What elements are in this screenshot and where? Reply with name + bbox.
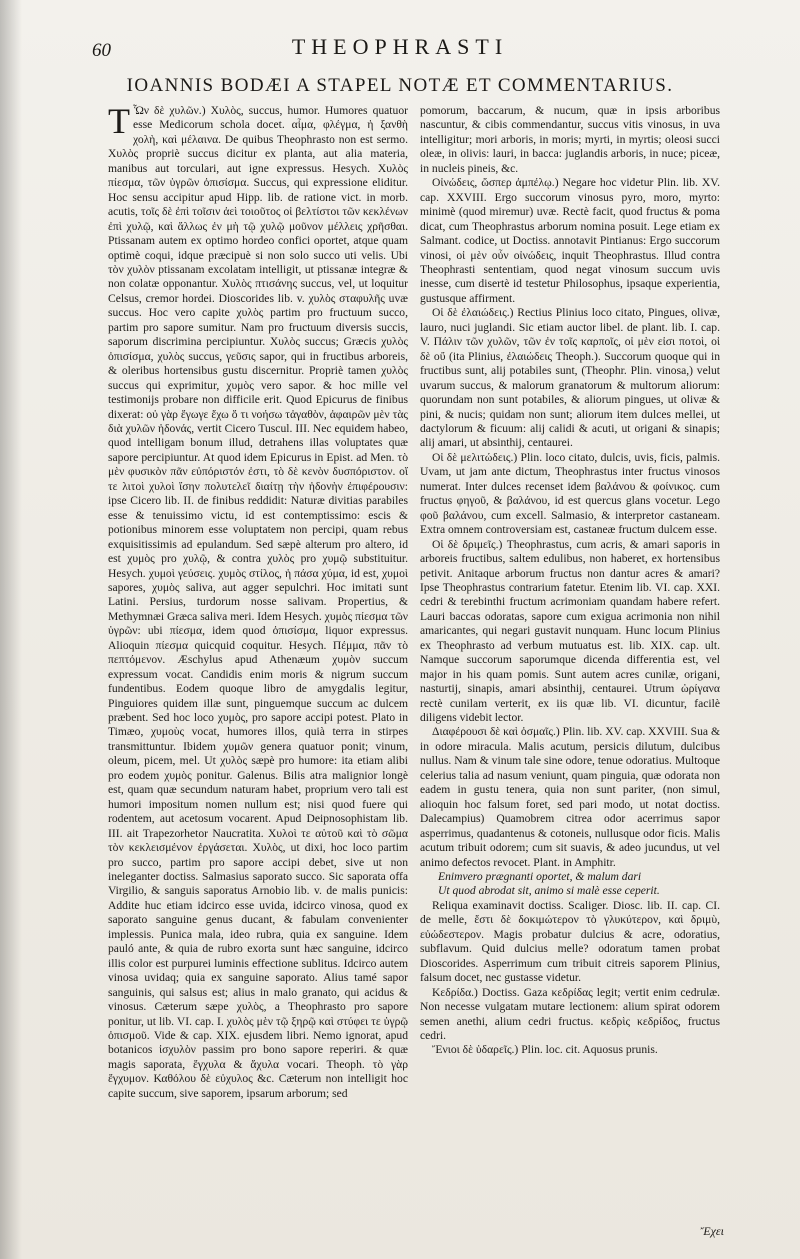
- gutter-shadow: [0, 0, 22, 1259]
- drop-cap: T: [108, 104, 130, 141]
- paragraph: Οἱ δὲ δριμεῖς.) Theophrastus, cum acris, & amari saporis in arboreis fructibus, saltem edulibus, non haberet, ex hortensibus petivit. Anitaque arborum fructus non dantur acres & amari? Ipse Theophrastus contrarium fatetur. Etenim lib. VI. cap. XXI. cedri & terebinthi fructum acrimoniam quandam habere refert. Lauri baccas odoratas, sapore cum exigua acrimonia non nihil amaricantes, qui negari gustavit nunquam. Hunc locum Plinius ex Theophrasto ad verbum mutuatus est. lib. XIX. cap. ult. Namque succorum saporumque dicenda differentia est, vel major in his quam pomis. Sunt autem acres cunilæ, origani, nasturtij, sinapis, amari absinthij, centaurei. Utrum ὠρίγανα rectè cunilam verterit, ex iis quæ lib. VI. dicuntur, facilè diligens videbit lector.: [420, 537, 720, 725]
- paragraph: Ὧν δὲ χυλῶν.) Χυλὸς, succus, humor. Humores quatuor esse Medicorum schola docet. αἷμα, φλέγμα, ἡ ξανθὴ χολὴ, καὶ μέλαινα. De quibus Theophrasto non est sermo. Χυλὸς propriè succus dicitur ex planta, aut alia materia, manibus aut torculari, aut igne expressus. Hesych. Χυλὸς πίεσμα, τῶν ὑγρῶν ὀπισίσμα. Succus, qui expressione eliditur. Hoc sensu accipitur apud Hipp. lib. de ratione vict. in morb. acutis, τοῖς δὲ ἐπὶ τοῖσιν ἀεὶ τοιοῦτος οἱ βελτίστοι τῶν κεκλένων ἐπὶ χυλῷ, καὶ ἄλλως ἐν μὴ τῷ χυλῷ μοῦνον μέλλεις χρῆσθαι. Ptissanam autem ex optimo hordeo confici oportet, atque quam optimè coqui, idque præcipuè si non solo succo uti velis. Ubi τὸν χυλὸν ptissanam excolatam intelligit, ut ptissanæ integræ & non colatæ opponantur. Χυλὸς πτισάνης succus, vel, ut loquitur Celsus, cremor hordei. Dioscorides lib. v. χυλὸς σταφυλῆς uvæ succus. Hoc vero capite χυλὸς partim pro fructuum succo, partim pro sapore sumitur. Nam pro fructuum diversis succis, saporum discrimina percipiuntur. Χυλὸς succus; Græcis χυλὸς ὀπισίσμα, χυλὸς succus, γεῦσις sapor, qui in fructibus arboreis, & oleribus hortensibus gustu discernitur. Propriè tamen χυλὸς succus qui exprimitur, χυμὸς vero sapor. & hoc mille vel testimonijs probare non difficile erit. Quod Epicurus de finibus dixerat: οὐ γὰρ ἔγωγε ἔχω ὅ τι νοήσω τἀγαθὸν, ἀφαιρῶν μὲν τὰς διὰ χυλῶν ἡδονάς, vertit Cicero Tuscul. III. Nec equidem habeo, quod intelligam bonum illud, detrahens illas voluptates quæ sapore percipiuntur. At quod idem Epicurus in Epist. ad Men. τὸ μὲν φυσικὸν πᾶν εὐπόριστόν ἐστι, τὸ δὲ κενὸν δυσπόριστον. οἵ τε λιτοὶ χυλοὶ ἴσην πολυτελεῖ διαίτῃ τὴν ἡδονὴν ἐπιφέρουσιν: ipse Cicero lib. II. de finibus reddidit: Naturæ divitias parabiles esse & tenuissimo victu, id est contemptissimo: escis & potionibus minorem esse voluptatem non percipi, quam rebus exquisitissimis ad epulandum. Sed sæpè alterum pro altero, id est χυμὸς pro χυλῷ, & contra χυλὸς pro χυμῷ substituitur. Hesych. χυμοὶ γεύσεις. χυμὸς στίλος, ἡ πάσα χύμα, id est, χυμοὶ sapores, χυμὸς saliva, aut agger sepulchri. Hoc imitati sunt Latini. Persius, turdorum nosse salivam. Propertius, & Methymnæi Græca saliva meri. Idem Hesych. χυμὸς πίεσμα τῶν ὑγρῶν: ubi πίεσμα, idem quod ὀπισίσμα, liquor expressus. Alioquin πίεσμα quicquid coquitur. Hesych. Πέμμα, πᾶν τὸ πεπτόμενον. Æschylus apud Athenæum χυμὸν succum expressum vocat. Candidis enim moris & nigrum succum fundentibus. Eodem quoque libro de amygdalis legitur, Pinguiores quidem illæ sunt, pinguemque succum ac dulcem præbent. Sed hoc loco χυμὸς, pro sapore accipi potest. Plato in Timæo, χυμοὺς vocat, humores illos, quià terra in stirpes transmittuntur. Ibidem χυμῶν genera quatuor ponit; vinum, oleum, picem, mel. Ut χυλὸς sæpè pro humore: ita etiam alibi pro eodem χυμὸς ponitur. Galenus. Bilis atra malignior longè est, quam quæ secundum naturam habet, proprium vero tali est humori impositum nomen nullum est; nisi quod fuere qui rodentem, aut acetosum vocarent. Apud Deipnosophistam lib. III. ait Trapezorhetor Naucratita. Χυλοὶ τε αὐτοῦ καὶ τὸ σῶμα τὸν κεκλεισμένον ἐργάσεται. Χυλὸς, ut dixi, hoc loco partim pro succo, partim pro sapore accipi debet, sive ut non ineleganter doctiss. Salmasius saporato succo. Sic saporata offa Virgilio, & sanguis saporatus Arnobio lib. v. de malis punicis: Addite huc etiam idcirco esse uvida, idcirco vinosa, quod ex saporato sanguine genus ducant, & fabulam convenienter implessis. Punica mala, ideo rubra, quia ex sanguine. Idem pauló ante, & quia de rubro exorta sunt hæc sanguine, idcirco illis color est purpurei luminis effectione sublitus. Idcirco autem vinosa uvidaq; quia ex sanguine saporato. Alius tamé sapor sanguinis, qui salsus est; alius in malo granato, qui acidus & vinosus. Cæterum sæpe χυλὸς, a Theophrasto pro sapore ponitur, ut lib. VI. cap. I. χυλὸς μὲν τῷ ξηρῷ καὶ στύφει τε ὑγρῷ ὀπισμοῦ. Vide & cap. XIX. ejusdem libri. Nemo ignorat, apud botanicos ἰσχυλὸν passim pro bono sapore reperiri. & quæ magis saporata, ἔγχυλα & ἄχυλα vocari. Theoph. τὸ γὰρ ἔγχυμον. Καθόλου δὲ εὐχυλος &c. Cæterum non intelligit hoc capite succum, sive saporem, ipsarum arborum; sed: [108, 104, 408, 1100]
- paragraph: Reliqua examinavit doctiss. Scaliger. Diosc. lib. II. cap. CI. de melle, ἔστι δὲ δοκιμώτερον τὸ γλυκύτερον, καὶ δριμὺ, εὐώδεστερον. Magis probatur dulcius & acre, odoratius, subflavum. Quid dulcius melle? odoratum tamen probat Dioscorides. Asperrimum cum tribuit citreis saporem Plinius, falsum docet, nec gustasse videtur.: [420, 898, 720, 985]
- paragraph: Οἱ δὲ μελιτώδεις.) Plin. loco citato, dulcis, uvis, ficis, palmis. Uvam, ut jam ante dictum, Theophrastus inter fructus vinosos numerat. Inter dulces recenset idem βαλάνου & φοίνικος. cum fructus φηγοῦ, & βαλάνου, id est quercus glans vocetur. Lego φοῦ βαλάνου, cum excell. Salmasio, & interpretor castaneam. Extra omnem controversiam est, castaneæ fructum dulcem esse.: [420, 450, 720, 537]
- verse-line: Ut quod abrodat sit, animo si malè esse ceperit.: [438, 884, 660, 898]
- paragraph: Οἰνώδεις, ὥσπερ ἀμπέλῳ.) Negare hoc videtur Plin. lib. XV. cap. XXVIII. Ergo succorum vinosus pyro, moro, myrto: minimè (quod miremur) uvæ. Rectè facit, quod fructus & poma dicat, cum Theophrastus arborum nomina posuit. Lege etiam ex Salmant. codice, ut Doctiss. annotavit Pintianus: Ergo succorum vinosi, οἱ μὲν οὖν οἰνώδεις, inquit Theophrastus. Illud contra Theophrasti sententiam, quod negat vinosum succum uvis inesse, cum disertè id testetur Philosophus, ipsaque experientia, gustusque affirment.: [420, 176, 720, 305]
- verse-line: Enimvero prægnanti oportet, & malum dari: [438, 870, 642, 884]
- left-column: [108, 104, 408, 1204]
- running-head: THEOPHRASTI: [291, 34, 509, 59]
- page-number: 60: [92, 40, 111, 61]
- catchword: Ἔχει: [700, 1224, 724, 1238]
- paragraph: Διαφέρουσι δὲ καὶ ὀσμαῖς.) Plin. lib. XV. cap. XXVIII. Sua & in odore miracula. Malis acutum, persicis dilutum, dulcibus nullus. Nam & vinum tale sine odore, tenue odoratius. Multoque celerius talia ad nasum veniunt, quam pinguia, quæ odorata non eadem in gustu tenera, quia non sunt pariter, (non simul, alioquin hoc falsum foret, sed pari modo, ut notat doctiss. Dalecampius) Quamobrem citrea odor acerrimus sapor asperrimus, quadantenus & cotoneis, nullusque odor ficis. Malis acutum tribuit odorem; cum sit suavis, & adeo jucundus, ut vel animo defectos revocet. Plant. in Amphitr.: [420, 725, 720, 869]
- paragraph: pomorum, baccarum, & nucum, quæ in ipsis arboribus nascuntur, & cibis commendantur, succus vitis vinosus, in uva intelligitur; mori arboris, in moris; myrti, in myrtis; oleosi succi oleæ, in olivis: lauri, in bacca: juglandis arboris, in nuce; piceæ, in nucleis pineis, &c.: [420, 104, 720, 175]
- section-title: IOANNIS BODÆI A STAPEL NOTÆ ET COMMENTARIUS.: [126, 75, 674, 96]
- paragraph: Οἱ δὲ ἐλαιώδεις.) Rectius Plinius loco citato, Pingues, olivæ, lauro, nuci juglandi. Sic etiam auctor libel. de plant. lib. I. cap. V. Πάλιν τῶν χυλῶν, τῶν ἐν τοῖς καρποῖς, οἱ μὲν εἰσι ποτοὶ, οἱ δὲ οὔ (ita Plinius, ἐλαιώδεις Theoph.). Succorum quoque qui in fructibus sunt, alij potabiles sunt, (Theophr. Plin. vinosa,) velut uvarum succus, & malorum granatorum & multorum aliorum: quorundam non sunt potabiles, & aliorum pingues, ut olivæ & pini, & nucis; quidam non sunt; aliorum item dulces mellei, ut dactylorum & ficuum: alij calidi & acuti, ut origani & sinapis; alij amari, ut absinthij, centaurei.: [420, 306, 720, 450]
- page-header: [0, 28, 800, 68]
- right-column: [420, 104, 720, 1194]
- paragraph: Ἔνιοι δὲ ὑδαρεῖς.) Plin. loc. cit. Aquosus prunis.: [432, 1043, 658, 1057]
- paragraph: Κεδρίδα.) Doctiss. Gaza κεδρίδας legit; vertit enim cedrulæ. Non necesse vulgatam mutare lectionem: alium spirat odorem semen anethi, alium cedri fructus. κεδρὶς κεδρίδος, fructus cedri.: [420, 985, 720, 1042]
